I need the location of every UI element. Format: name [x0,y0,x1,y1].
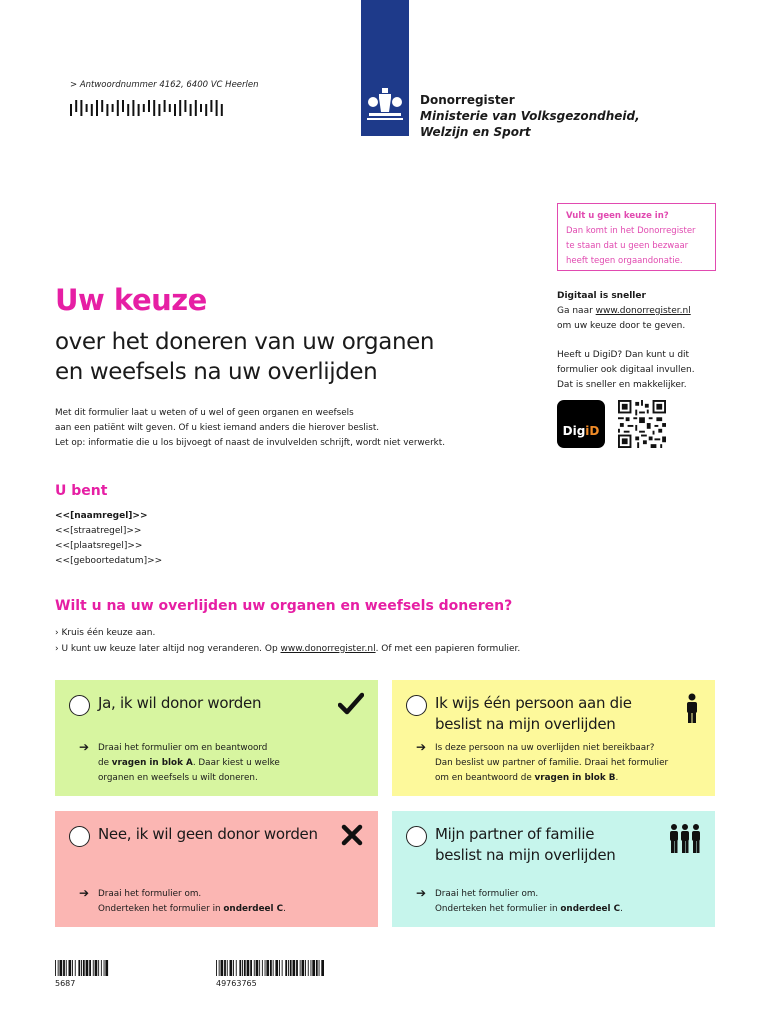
radio-partner[interactable] [406,826,427,847]
option-ja[interactable] [55,680,378,796]
info-box-line: te staan dat u geen bezwaar [566,241,689,251]
instruction-item [55,642,520,658]
postal-barcode [70,100,226,116]
intro-line: aan een patiënt wilt geven. Of u kiest iemand anders die hierover beslist. [55,423,380,433]
instruction-item: › Kruis één keuze aan. [55,628,156,638]
description-line: Draai het formulier om en beantwoord [98,743,268,753]
option-label: Nee, ik wil geen donor worden [98,825,318,843]
org-line1: Donorregister [420,93,515,107]
description-line [98,902,358,917]
option-description [435,887,695,917]
description-text: Onderteken het formulier in [435,904,561,914]
address-block [55,509,162,569]
name-field: <<[naamregel]>> [55,511,148,521]
radio-ja[interactable] [69,695,90,716]
digital-line: Dat is sneller en makkelijker. [557,380,687,390]
description-bold: vragen in blok A [111,758,193,768]
donorregister-link[interactable]: www.donorregister.nl [595,306,691,316]
option-label-line: beslist na mijn overlijden [435,715,616,733]
description-text: Onderteken het formulier in [98,904,224,914]
description-text: . [620,904,623,914]
coat-of-arms-icon [365,86,405,122]
page-title: Uw keuze [55,283,207,317]
digital-line [557,304,727,319]
instructions [55,626,520,657]
subtitle-line: over het doneren van uw organen [55,329,435,355]
group-icon [669,823,701,855]
digid-text: Dig [562,424,586,438]
description-line: Draai het formulier om. [98,889,202,899]
barcode-2-number: 49763765 [216,979,257,988]
arrow-right-icon: ➔ [416,740,427,754]
description-text: . Daar kiest u welke [192,758,280,768]
logo-bar [361,0,409,136]
description-text: . [283,904,286,914]
arrow-right-icon: ➔ [79,886,90,900]
digital-section [557,289,727,393]
radio-nee[interactable] [69,826,90,847]
barcode-1 [55,960,109,976]
page-subtitle [55,327,495,387]
barcode-1-number: 5687 [55,979,76,988]
digital-line: Heeft u DigiD? Dan kunt u dit [557,350,690,360]
org-line3: Welzijn en Sport [420,125,531,139]
option-description [98,741,358,786]
option-label [435,824,650,866]
option-label-line: Mijn partner of familie [435,825,595,843]
instruction-text: . Of met een papieren formulier. [375,643,521,654]
option-label: Ja, ik wil donor worden [98,694,262,712]
description-line: Dan beslist uw partner of familie. Draai het formulier [435,758,669,768]
donorregister-link[interactable]: www.donorregister.nl [280,643,376,654]
info-box [557,203,716,271]
info-box-title: Vult u geen keuze in? [566,211,669,221]
place-field: <<[plaatsregel]>> [55,541,143,551]
option-description [98,887,358,917]
birthdate-field: <<[geboortedatum]>> [55,556,163,566]
description-bold: onderdeel C [223,904,284,914]
arrow-right-icon: ➔ [79,740,90,754]
radio-persoon[interactable] [406,695,427,716]
option-description [435,741,695,786]
qr-code-icon[interactable] [617,400,667,448]
subtitle-line: en weefsels na uw overlijden [55,359,378,385]
option-persoon[interactable] [392,680,715,796]
checkmark-icon [338,692,364,716]
description-text: de [98,758,112,768]
intro-text [55,406,515,451]
intro-line: Met dit formulier laat u weten of u wel of geen organen en weefsels [55,408,354,418]
question-heading: Wilt u na uw overlijden uw organen en weefsels doneren? [55,598,513,614]
description-bold: onderdeel C [560,904,621,914]
description-line [435,902,695,917]
info-box-line: Dan komt in het Donorregister [566,226,696,236]
option-nee[interactable] [55,811,378,927]
person-icon [685,693,699,723]
intro-line: Let op: informatie die u los bijvoegt of naast de invulvelden schrijft, wordt niet verwerkt. [55,438,446,448]
description-line: organen en weefsels u wilt doneren. [98,773,258,783]
ubent-heading: U bent [55,483,108,499]
description-line: Draai het formulier om. [435,889,539,899]
street-field: <<[straatregel]>> [55,526,142,536]
instruction-text: › U kunt uw keuze later altijd nog veranderen. Op [55,643,281,654]
description-line [435,771,695,786]
info-box-line: heeft tegen orgaandonatie. [566,256,683,266]
barcode-2 [216,960,326,976]
description-bold: vragen in blok B [534,773,616,783]
arrow-right-icon: ➔ [416,886,427,900]
digital-text: Ga naar [557,306,596,316]
digital-title: Digitaal is sneller [557,291,646,301]
digital-line: om uw keuze door te geven. [557,321,686,331]
digital-line: formulier ook digitaal invullen. [557,365,695,375]
description-text: . [615,773,619,783]
option-label-line: beslist na mijn overlijden [435,846,616,864]
cross-icon [341,824,363,846]
org-line2: Ministerie van Volksgezondheid, [420,109,640,123]
description-line: Is deze persoon na uw overlijden niet bereikbaar? [435,743,655,753]
reply-address: > Antwoordnummer 4162, 6400 VC Heerlen [70,80,259,90]
option-label-line: Ik wijs één persoon aan die [435,694,632,712]
description-text: om en beantwoord de [435,773,535,783]
option-partner[interactable] [392,811,715,927]
option-label [435,693,650,735]
description-line [98,756,358,771]
organisation-name [420,92,640,140]
digid-logo [557,400,605,448]
digid-text-accent: iD [585,424,600,438]
